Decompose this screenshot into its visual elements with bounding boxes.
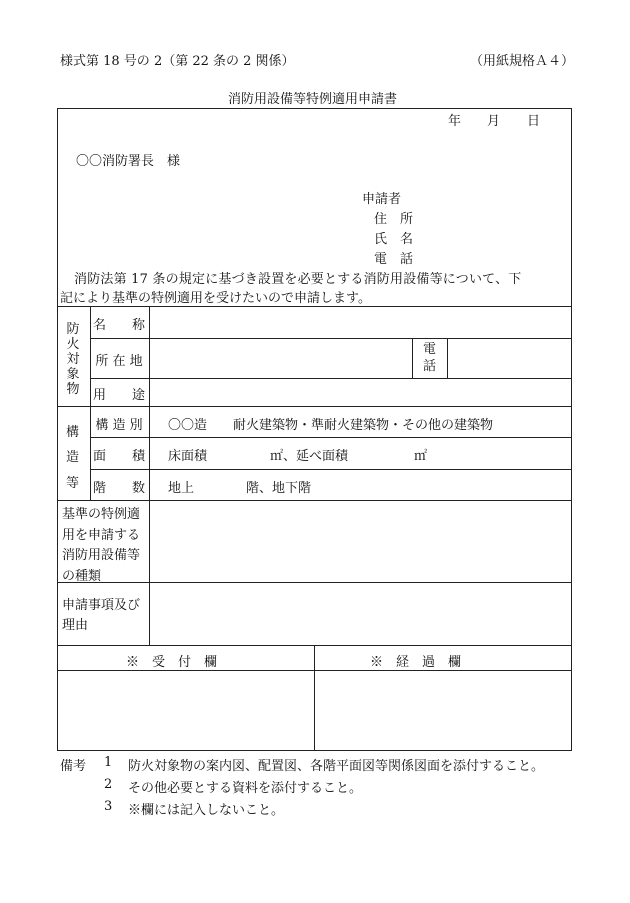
floors-below-label: 階、地下	[246, 481, 299, 496]
applicant-phone-label: 電 話	[374, 252, 414, 267]
applicant-name-field[interactable]	[420, 226, 565, 246]
property-group-label: 防 火 対 象 物	[66, 322, 80, 397]
row-divider	[90, 378, 572, 379]
paper-size: （用紙規格Ａ４）	[470, 54, 575, 69]
column-divider	[90, 306, 91, 500]
total-area-field[interactable]	[356, 443, 410, 463]
progress-label: ※ 経 過 欄	[370, 655, 462, 670]
property-phone-field[interactable]	[451, 342, 568, 376]
applicant-name-label: 氏 名	[374, 232, 414, 247]
statement-line-2: 記により基準の特例適用を受けたいので申請します。	[60, 291, 371, 306]
total-area-label: ㎡、延べ面積	[270, 449, 349, 464]
date-day: 日	[527, 114, 541, 129]
note-number-3: 3	[104, 799, 113, 814]
structure-group-char-2: 造	[66, 450, 80, 465]
property-use-label: 用 途	[93, 388, 146, 403]
reception-label: ※ 受 付 欄	[126, 655, 218, 670]
row-divider	[90, 437, 572, 438]
floors-above-field[interactable]	[198, 475, 244, 495]
applicant-heading: 申請者	[362, 192, 402, 207]
note-text-3: ※欄には記入しないこと。	[128, 803, 285, 818]
structure-type-label: 構 造 別	[95, 418, 143, 433]
property-phone-label: 電 話	[422, 342, 436, 374]
row-divider	[57, 500, 572, 501]
floor-area-field[interactable]	[212, 443, 267, 463]
structure-area-label: 面 積	[93, 449, 146, 464]
floor-area-label: 床面積	[168, 449, 208, 464]
row-divider	[57, 306, 572, 307]
column-divider	[447, 338, 448, 378]
property-location-field[interactable]	[152, 342, 408, 376]
form-number: 様式第 18 号の 2（第 22 条の 2 関係）	[60, 54, 295, 69]
note-number-1: 1	[104, 755, 113, 770]
property-use-field[interactable]	[152, 382, 568, 404]
progress-field	[318, 673, 569, 748]
floors-end-label: 階	[298, 481, 312, 496]
date-year: 年	[448, 114, 462, 129]
addressee: 〇〇消防署長 様	[76, 154, 181, 169]
structure-floors-label: 階 数	[93, 481, 146, 496]
row-divider	[90, 469, 572, 470]
date-month: 月	[487, 114, 501, 129]
statement-line-1: 消防法第 17 条の規定に基づき設置を必要とする消防用設備等について、下	[74, 272, 522, 287]
note-number-2: 2	[104, 777, 113, 792]
property-location-label: 所 在 地	[95, 354, 143, 369]
structure-group-char-1: 構	[66, 425, 80, 440]
column-divider	[314, 645, 315, 751]
row-divider	[57, 406, 572, 407]
form-title: 消防用設備等特例適用申請書	[228, 92, 398, 107]
note-text-2: その他必要とする資料を添付すること。	[128, 781, 363, 796]
structure-group-char-3: 等	[66, 476, 80, 491]
row-divider	[90, 338, 572, 339]
property-name-field[interactable]	[152, 310, 568, 336]
applicant-phone-field[interactable]	[420, 246, 565, 266]
equipment-label: 基準の特例適 用を申請する 消防用設備等 の種類	[62, 507, 141, 584]
reason-field[interactable]	[152, 586, 568, 643]
structure-type-value[interactable]: 〇〇造 耐火建築物・準耐火建築物・その他の建築物	[168, 418, 494, 433]
notes-heading: 備考	[60, 759, 87, 774]
property-name-label: 名 称	[93, 318, 146, 333]
applicant-address-field[interactable]	[420, 206, 565, 226]
applicant-address-label: 住 所	[374, 212, 414, 227]
note-text-1: 防火対象物の案内図、配置図、各階平面図等関係図面を添付すること。	[128, 759, 545, 774]
column-divider	[149, 306, 150, 645]
total-area-unit: ㎡	[414, 449, 428, 464]
reception-field	[60, 673, 311, 748]
floors-above-label: 地上	[168, 481, 195, 496]
reason-label: 申請事項及び 理由	[62, 598, 141, 633]
equipment-type-field[interactable]	[152, 504, 568, 580]
